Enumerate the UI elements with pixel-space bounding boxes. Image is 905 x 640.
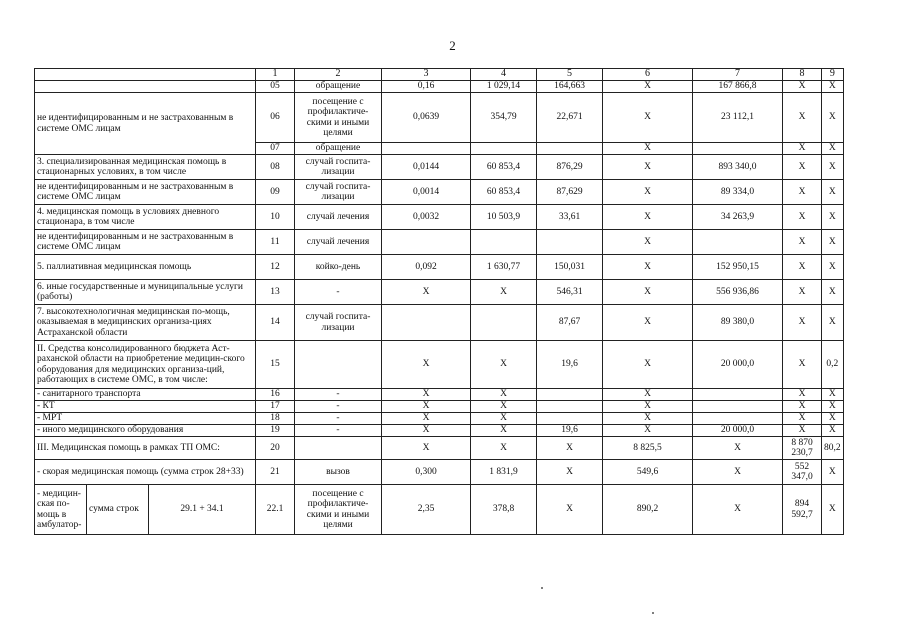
row-code: 20 [256,437,295,460]
header-cell-5: 5 [537,69,603,81]
cell: X [471,341,537,389]
cell: 1 831,9 [471,460,537,485]
header-cell-9: 9 [822,69,844,81]
cell: X [783,81,822,93]
row-unit: случай госпита-лизации [295,155,382,180]
cell [471,305,537,341]
cell: X [471,413,537,425]
cell: X [822,255,844,280]
row-code: 22.1 [256,485,295,535]
row-code: 13 [256,280,295,305]
row-name: - МРТ [35,413,256,425]
cell: X [603,81,693,93]
cell: 8 870 230,7 [783,437,822,460]
cell: X [382,401,471,413]
row-name: 6. иные государственные и муниципальные услуги (работы) [35,280,256,305]
cell: X [603,413,693,425]
cell [537,230,603,255]
cell: 1 029,14 [471,81,537,93]
header-cell-8: 8 [783,69,822,81]
row-name-sum: сумма строк [87,485,149,535]
row-unit: случай лечения [295,205,382,230]
cell: X [471,389,537,401]
table-row [35,401,844,413]
cell: X [822,155,844,180]
cell: 549,6 [603,460,693,485]
row-name: - скорая медицинская помощь (сумма строк 28+33) [35,460,256,485]
row-name: 5. паллиативная медицинская помощь [35,255,256,280]
cell: 152 950,15 [693,255,783,280]
cell: 0,0639 [382,93,471,143]
cell: 10 503,9 [471,205,537,230]
row-unit: обращение [295,81,382,93]
cell: 22,671 [537,93,603,143]
cell: X [382,280,471,305]
cell: X [783,413,822,425]
cell: X [603,425,693,437]
row-name: - медицин-ская по-мощь в амбулатор- [35,485,87,535]
cell [693,389,783,401]
row-code: 14 [256,305,295,341]
column-number-row [35,69,844,81]
table-row [35,413,844,425]
cell: 893 340,0 [693,155,783,180]
row-unit: случай лечения [295,230,382,255]
cell: 0,300 [382,460,471,485]
cell: X [783,341,822,389]
cell: X [783,425,822,437]
cell [537,401,603,413]
row-unit: посещение с профилактиче-скими и иными целями [295,485,382,535]
table-row [35,389,844,401]
row-code: 09 [256,180,295,205]
row-code: 12 [256,255,295,280]
cell: 552 347,0 [783,460,822,485]
row-code: 05 [256,81,295,93]
cell: X [382,413,471,425]
cell: X [382,425,471,437]
cell: X [693,460,783,485]
header-cell-1: 1 [256,69,295,81]
row-unit: - [295,389,382,401]
table-row [35,341,844,389]
row-unit: - [295,413,382,425]
cell: X [783,93,822,143]
table-row [35,485,844,535]
cell: X [603,389,693,401]
row-unit: вызов [295,460,382,485]
table-row [35,93,844,143]
cell: 34 263,9 [693,205,783,230]
cell: 0,16 [382,81,471,93]
cell: 0,2 [822,341,844,389]
row-name: 3. специализированная медицинская помощь в стационарных условиях, в том числе [35,155,256,180]
page-number: 2 [449,38,456,53]
row-code: 11 [256,230,295,255]
cell [382,305,471,341]
row-code: 21 [256,460,295,485]
cell: 33,61 [537,205,603,230]
table-row [35,460,844,485]
cell: 23 112,1 [693,93,783,143]
cell: X [822,280,844,305]
cell: 87,67 [537,305,603,341]
cell: X [603,180,693,205]
cell: X [471,437,537,460]
row-name: не идентифицированным и не застрахованным в системе ОМС лицам [35,230,256,255]
row-code: 07 [256,143,295,155]
row-unit: - [295,401,382,413]
cell: X [603,155,693,180]
cell: 890,2 [603,485,693,535]
cell: X [603,305,693,341]
table-row [35,425,844,437]
cell [693,143,783,155]
row-code: 16 [256,389,295,401]
cell: X [603,143,693,155]
table-row [35,280,844,305]
cell: X [471,401,537,413]
cell [693,230,783,255]
table-row [35,155,844,180]
cell: 87,629 [537,180,603,205]
row-unit [295,437,382,460]
table-row [35,230,844,255]
cell: X [822,389,844,401]
cell: 894 592,7 [783,485,822,535]
cell: 20 000,0 [693,341,783,389]
cell: X [471,280,537,305]
cell: X [693,437,783,460]
row-code: 17 [256,401,295,413]
cell: 89 334,0 [693,180,783,205]
row-code: 08 [256,155,295,180]
cell: X [382,389,471,401]
row-unit: - [295,425,382,437]
cell: X [822,425,844,437]
cell: 0,0144 [382,155,471,180]
cell: X [603,205,693,230]
cell: X [783,143,822,155]
cell: 60 853,4 [471,180,537,205]
header-cell-3: 3 [382,69,471,81]
row-name: II. Средства консолидированного бюджета Аст-раханской области на приобретение медицин-ского оборудования для медицинских организа-ций, работающих в системе ОМС, в том числе: [35,341,256,389]
row-unit [295,341,382,389]
cell: 60 853,4 [471,155,537,180]
cell: X [783,389,822,401]
row-code: 06 [256,93,295,143]
header-cell-4: 4 [471,69,537,81]
cell: X [822,81,844,93]
row-unit: - [295,280,382,305]
row-name: - КТ [35,401,256,413]
row-unit: случай госпита-лизации [295,180,382,205]
cell: 80,2 [822,437,844,460]
row-name: - санитарного транспорта [35,389,256,401]
cell: 164,663 [537,81,603,93]
cell: X [783,280,822,305]
row-unit: посещение с профилактиче-скими и иными целями [295,93,382,143]
cell: X [822,401,844,413]
cell: X [603,341,693,389]
row-code: 19 [256,425,295,437]
cell: 89 380,0 [693,305,783,341]
cell: X [537,485,603,535]
table-row [35,437,844,460]
cell: 20 000,0 [693,425,783,437]
cell: X [822,93,844,143]
cell [537,389,603,401]
header-cell-7: 7 [693,69,783,81]
row-name-formula: 29.1 + 34.1 [149,485,256,535]
row-code: 10 [256,205,295,230]
row-name: - иного медицинского оборудования [35,425,256,437]
cell: X [693,485,783,535]
cell: 0,0032 [382,205,471,230]
cell: 876,29 [537,155,603,180]
cell: 150,031 [537,255,603,280]
cell: 556 936,86 [693,280,783,305]
cell: X [822,413,844,425]
cell: 378,8 [471,485,537,535]
row-name: не идентифицированным и не застрахованным в системе ОМС лицам [35,180,256,205]
cell: X [603,93,693,143]
row-code: 15 [256,341,295,389]
row-unit: случай госпита-лизации [295,305,382,341]
cell [382,230,471,255]
cell: X [603,401,693,413]
cell: 546,31 [537,280,603,305]
cell: 167 866,8 [693,81,783,93]
table-row [35,180,844,205]
cell: X [783,401,822,413]
cell [537,413,603,425]
row-code: 18 [256,413,295,425]
row-name: 4. медицинская помощь в условиях дневного стационара, в том числе [35,205,256,230]
cell: X [822,485,844,535]
cell: 2,35 [382,485,471,535]
cell: X [822,230,844,255]
cell: X [783,255,822,280]
cell [471,230,537,255]
cell: X [537,437,603,460]
cell: X [822,205,844,230]
row-name: 7. высокотехнологичная медицинская по-мощь, оказываемая в медицинских организа-циях Астраханской области [35,305,256,341]
table-row [35,205,844,230]
table-row [35,255,844,280]
cell: 354,79 [471,93,537,143]
cell: X [603,280,693,305]
cell: X [822,460,844,485]
cell: 19,6 [537,341,603,389]
cell: X [471,425,537,437]
cell: X [783,155,822,180]
cell: X [783,205,822,230]
cell: X [822,180,844,205]
row-name: III. Медицинская помощь в рамках ТП ОМС: [35,437,256,460]
cell: X [783,230,822,255]
cell [693,401,783,413]
cell: 19,6 [537,425,603,437]
header-cell-6: 6 [603,69,693,81]
table-row [35,305,844,341]
row-unit: койко-день [295,255,382,280]
scan-speck [541,587,543,589]
cell [537,143,603,155]
header-cell-2: 2 [295,69,382,81]
cell: 1 630,77 [471,255,537,280]
cell: 8 825,5 [603,437,693,460]
cell [471,143,537,155]
cell: X [783,305,822,341]
cell: X [783,180,822,205]
cell: X [822,305,844,341]
cell: X [382,341,471,389]
cell: X [382,437,471,460]
cell: X [603,255,693,280]
data-table [34,68,844,535]
cell: 0,092 [382,255,471,280]
row-name: не идентифицированным и не застрахованным в системе ОМС лицам [35,93,256,155]
cell: 0,0014 [382,180,471,205]
table-row [35,81,844,93]
cell [382,143,471,155]
cell: X [537,460,603,485]
row-unit: обращение [295,143,382,155]
cell [693,413,783,425]
row-name [35,81,256,93]
cell: X [822,143,844,155]
scan-speck [652,612,654,614]
header-cell-0 [35,69,256,81]
cell: X [603,230,693,255]
